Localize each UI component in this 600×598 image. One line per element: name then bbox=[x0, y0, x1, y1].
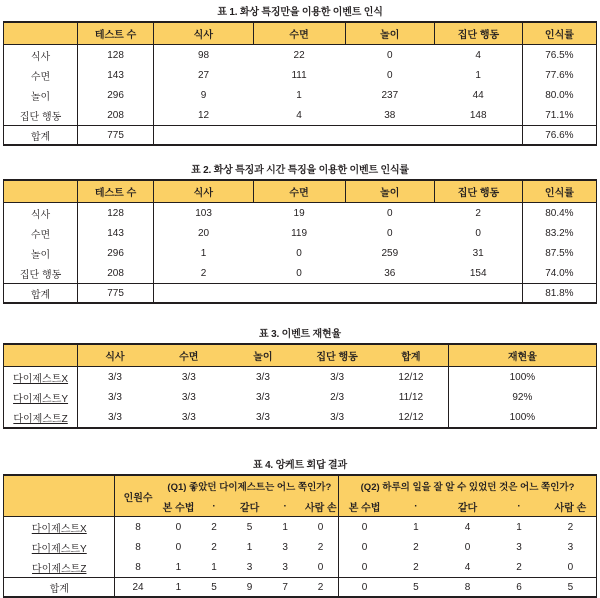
cell: 1 bbox=[493, 517, 545, 538]
header-cell: 집단 행동 bbox=[435, 180, 523, 203]
table-row bbox=[4, 367, 597, 388]
cell: 0 bbox=[339, 517, 391, 538]
header-cell: 놀이 bbox=[226, 344, 300, 367]
subheader-cell: 사람 손 bbox=[545, 496, 597, 517]
rate-cell: 71.1% bbox=[522, 105, 596, 126]
cell: 3 bbox=[493, 537, 545, 557]
subheader-cell: 사람 손 bbox=[303, 496, 339, 517]
cell: 1 bbox=[267, 517, 303, 538]
personnel-cell: 24 bbox=[115, 578, 161, 598]
table-2-caption: 표 2. 화상 특징과 시간 특징을 이용한 이벤트 인식률 bbox=[191, 165, 409, 176]
header-cell: 집단 행동 bbox=[300, 344, 374, 367]
cell: 103 bbox=[154, 203, 254, 224]
subheader-cell: · bbox=[196, 496, 232, 517]
cell: 3/3 bbox=[300, 407, 374, 428]
row-label: 다이제스트Y bbox=[4, 387, 78, 407]
table-1-caption: 표 1. 화상 특징만을 이용한 이벤트 인식 bbox=[217, 7, 383, 18]
table-row bbox=[4, 105, 597, 126]
cell: 2 bbox=[196, 537, 232, 557]
table-row bbox=[4, 223, 597, 243]
cell: 0 bbox=[303, 557, 339, 578]
row-label: 집단 행동 bbox=[4, 105, 78, 126]
row-label: 다이제스트X bbox=[4, 517, 115, 538]
rate-cell: 76.6% bbox=[522, 126, 596, 146]
cell: 0 bbox=[339, 578, 391, 598]
cell: 154 bbox=[435, 263, 523, 284]
table-2-header-row bbox=[4, 180, 597, 203]
cell: 0 bbox=[161, 537, 197, 557]
header-cell: 놀이 bbox=[345, 180, 435, 203]
row-label: 합계 bbox=[4, 578, 115, 598]
cell: 2/3 bbox=[300, 387, 374, 407]
table-3-header-row bbox=[4, 344, 597, 367]
cell: 1 bbox=[232, 537, 268, 557]
tests-cell: 143 bbox=[78, 223, 154, 243]
header-cell: 수면 bbox=[253, 22, 345, 45]
subheader-cell: · bbox=[390, 496, 442, 517]
rate-cell: 87.5% bbox=[522, 243, 596, 263]
cell: 12/12 bbox=[374, 407, 448, 428]
table-4-section bbox=[3, 456, 597, 598]
header-cell-corner bbox=[4, 475, 115, 517]
cell: 44 bbox=[435, 85, 523, 105]
cell: 259 bbox=[345, 243, 435, 263]
row-label: 식사 bbox=[4, 203, 78, 224]
cell: 1 bbox=[161, 557, 197, 578]
cell: 148 bbox=[435, 105, 523, 126]
rate-cell: 92% bbox=[448, 387, 596, 407]
cell: 3/3 bbox=[78, 387, 152, 407]
table-2 bbox=[3, 179, 597, 304]
table-4-header-row-1 bbox=[4, 475, 597, 496]
cell: 0 bbox=[442, 537, 494, 557]
cell: 36 bbox=[345, 263, 435, 284]
tests-cell: 128 bbox=[78, 45, 154, 66]
row-label: 다이제스트X bbox=[4, 367, 78, 388]
cell: 1 bbox=[435, 65, 523, 85]
cell: 27 bbox=[154, 65, 254, 85]
cell: 5 bbox=[390, 578, 442, 598]
empty-cell bbox=[154, 126, 523, 146]
row-label: 수면 bbox=[4, 223, 78, 243]
cell: 2 bbox=[196, 517, 232, 538]
header-cell: 합계 bbox=[374, 344, 448, 367]
cell: 4 bbox=[435, 45, 523, 66]
header-cell: 인식률 bbox=[522, 22, 596, 45]
cell: 7 bbox=[267, 578, 303, 598]
header-cell: 수면 bbox=[253, 180, 345, 203]
cell: 2 bbox=[545, 517, 597, 538]
table-3-section bbox=[3, 325, 597, 429]
tests-cell: 143 bbox=[78, 65, 154, 85]
cell: 3/3 bbox=[152, 367, 226, 388]
cell: 0 bbox=[345, 45, 435, 66]
cell: 2 bbox=[390, 537, 442, 557]
cell: 9 bbox=[154, 85, 254, 105]
subheader-cell: 본 수법 bbox=[161, 496, 197, 517]
header-cell: 테스트 수 bbox=[78, 22, 154, 45]
row-label: 놀이 bbox=[4, 85, 78, 105]
rate-cell: 83.2% bbox=[522, 223, 596, 243]
cell: 12/12 bbox=[374, 367, 448, 388]
cell: 98 bbox=[154, 45, 254, 66]
row-label: 수면 bbox=[4, 65, 78, 85]
tests-cell: 296 bbox=[78, 85, 154, 105]
cell: 0 bbox=[345, 203, 435, 224]
cell: 111 bbox=[253, 65, 345, 85]
cell: 119 bbox=[253, 223, 345, 243]
cell: 3/3 bbox=[152, 387, 226, 407]
table-row bbox=[4, 263, 597, 284]
cell: 5 bbox=[232, 517, 268, 538]
cell: 5 bbox=[545, 578, 597, 598]
table-4-caption: 표 4. 앙케트 회답 결과 bbox=[253, 460, 347, 471]
cell: 3/3 bbox=[300, 367, 374, 388]
table-row bbox=[4, 537, 597, 557]
cell: 2 bbox=[303, 537, 339, 557]
table-row bbox=[4, 557, 597, 578]
table-4 bbox=[3, 474, 597, 598]
table-row bbox=[4, 85, 597, 105]
cell: 3/3 bbox=[78, 367, 152, 388]
tests-cell: 775 bbox=[78, 284, 154, 304]
cell: 12 bbox=[154, 105, 254, 126]
rate-cell: 80.4% bbox=[522, 203, 596, 224]
cell: 3 bbox=[267, 557, 303, 578]
rate-cell: 76.5% bbox=[522, 45, 596, 66]
header-cell-q2: (Q2) 하루의 일을 잘 알 수 있었던 것은 어느 쪽인가? bbox=[339, 475, 597, 496]
cell: 8 bbox=[442, 578, 494, 598]
cell: 0 bbox=[161, 517, 197, 538]
rate-cell: 81.8% bbox=[522, 284, 596, 304]
header-cell: 재현율 bbox=[448, 344, 596, 367]
row-label: 다이제스트Y bbox=[4, 537, 115, 557]
cell: 2 bbox=[390, 557, 442, 578]
cell: 1 bbox=[390, 517, 442, 538]
cell: 2 bbox=[303, 578, 339, 598]
cell: 38 bbox=[345, 105, 435, 126]
subheader-cell: 같다 bbox=[232, 496, 268, 517]
total-row bbox=[4, 126, 597, 146]
cell: 22 bbox=[253, 45, 345, 66]
header-cell: 식사 bbox=[154, 22, 254, 45]
cell: 0 bbox=[339, 537, 391, 557]
table-1-header-row bbox=[4, 22, 597, 45]
header-cell: 수면 bbox=[152, 344, 226, 367]
cell: 3/3 bbox=[226, 387, 300, 407]
tests-cell: 128 bbox=[78, 203, 154, 224]
header-cell: 놀이 bbox=[345, 22, 435, 45]
header-cell-corner bbox=[4, 180, 78, 203]
header-cell-q1: (Q1) 좋았던 다이제스트는 어느 쪽인가? bbox=[161, 475, 339, 496]
cell: 0 bbox=[345, 223, 435, 243]
subheader-cell: 같다 bbox=[442, 496, 494, 517]
table-2-section bbox=[3, 161, 597, 304]
cell: 3 bbox=[267, 537, 303, 557]
rate-cell: 80.0% bbox=[522, 85, 596, 105]
rate-cell: 100% bbox=[448, 367, 596, 388]
cell: 31 bbox=[435, 243, 523, 263]
header-cell: 테스트 수 bbox=[78, 180, 154, 203]
table-row bbox=[4, 407, 597, 428]
cell: 3/3 bbox=[226, 367, 300, 388]
header-cell: 식사 bbox=[154, 180, 254, 203]
header-cell: 인식률 bbox=[522, 180, 596, 203]
subheader-cell: 본 수법 bbox=[339, 496, 391, 517]
header-cell-corner bbox=[4, 344, 78, 367]
rate-cell: 100% bbox=[448, 407, 596, 428]
cell: 3 bbox=[545, 537, 597, 557]
subheader-cell: · bbox=[267, 496, 303, 517]
cell: 6 bbox=[493, 578, 545, 598]
cell: 9 bbox=[232, 578, 268, 598]
table-row bbox=[4, 203, 597, 224]
row-label: 다이제스트Z bbox=[4, 407, 78, 428]
cell: 0 bbox=[253, 243, 345, 263]
cell: 2 bbox=[493, 557, 545, 578]
cell: 1 bbox=[196, 557, 232, 578]
cell: 3 bbox=[232, 557, 268, 578]
personnel-cell: 8 bbox=[115, 537, 161, 557]
table-row bbox=[4, 65, 597, 85]
tests-cell: 296 bbox=[78, 243, 154, 263]
header-cell-personnel: 인원수 bbox=[115, 475, 161, 517]
header-cell-corner bbox=[4, 22, 78, 45]
cell: 19 bbox=[253, 203, 345, 224]
personnel-cell: 8 bbox=[115, 517, 161, 538]
cell: 0 bbox=[253, 263, 345, 284]
row-label: 식사 bbox=[4, 45, 78, 66]
cell: 2 bbox=[154, 263, 254, 284]
empty-cell bbox=[154, 284, 523, 304]
header-cell: 집단 행동 bbox=[435, 22, 523, 45]
tests-cell: 208 bbox=[78, 263, 154, 284]
table-1 bbox=[3, 21, 597, 146]
table-3-caption: 표 3. 이벤트 재현율 bbox=[259, 329, 341, 340]
cell: 3/3 bbox=[152, 407, 226, 428]
cell: 237 bbox=[345, 85, 435, 105]
total-row bbox=[4, 284, 597, 304]
cell: 4 bbox=[442, 517, 494, 538]
table-row bbox=[4, 45, 597, 66]
table-3 bbox=[3, 343, 597, 429]
cell: 11/12 bbox=[374, 387, 448, 407]
cell: 0 bbox=[545, 557, 597, 578]
subheader-cell: · bbox=[493, 496, 545, 517]
cell: 0 bbox=[339, 557, 391, 578]
rate-cell: 74.0% bbox=[522, 263, 596, 284]
cell: 3/3 bbox=[78, 407, 152, 428]
personnel-cell: 8 bbox=[115, 557, 161, 578]
row-label: 다이제스트Z bbox=[4, 557, 115, 578]
cell: 4 bbox=[442, 557, 494, 578]
header-cell: 식사 bbox=[78, 344, 152, 367]
row-label: 합계 bbox=[4, 126, 78, 146]
cell: 4 bbox=[253, 105, 345, 126]
row-label: 합계 bbox=[4, 284, 78, 304]
cell: 20 bbox=[154, 223, 254, 243]
tests-cell: 208 bbox=[78, 105, 154, 126]
cell: 1 bbox=[154, 243, 254, 263]
row-label: 집단 행동 bbox=[4, 263, 78, 284]
row-label: 놀이 bbox=[4, 243, 78, 263]
cell: 1 bbox=[161, 578, 197, 598]
cell: 2 bbox=[435, 203, 523, 224]
total-row bbox=[4, 578, 597, 598]
cell: 5 bbox=[196, 578, 232, 598]
cell: 0 bbox=[303, 517, 339, 538]
cell: 1 bbox=[253, 85, 345, 105]
cell: 0 bbox=[345, 65, 435, 85]
table-row bbox=[4, 243, 597, 263]
tests-cell: 775 bbox=[78, 126, 154, 146]
cell: 0 bbox=[435, 223, 523, 243]
cell: 3/3 bbox=[226, 407, 300, 428]
table-1-section bbox=[3, 3, 597, 146]
rate-cell: 77.6% bbox=[522, 65, 596, 85]
table-row bbox=[4, 387, 597, 407]
